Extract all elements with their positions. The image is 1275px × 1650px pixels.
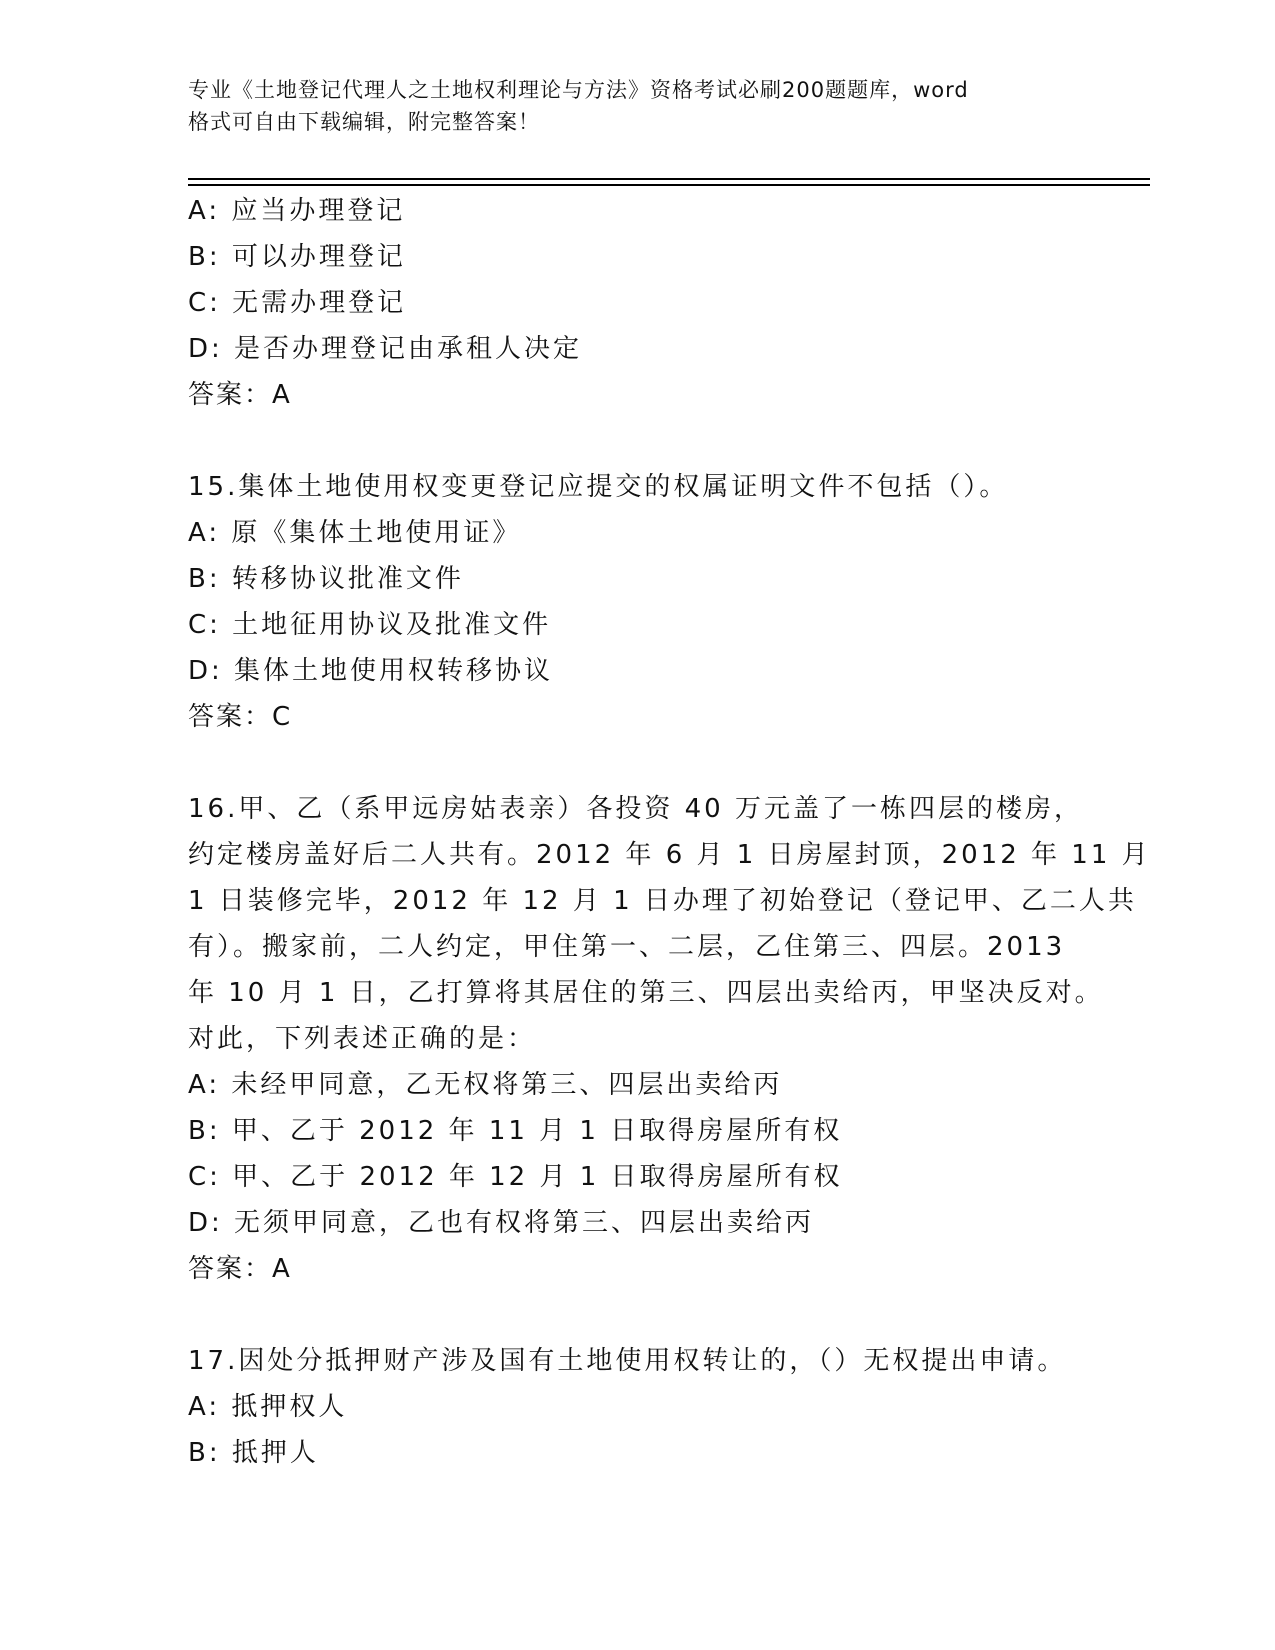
option-b: B: 甲、乙于 2012 年 11 月 1 日取得房屋所有权	[188, 1116, 843, 1146]
question-text-line-4: 有）。搬家前，二人约定，甲住第一、二层，乙住第三、四层。2013	[188, 932, 1066, 962]
question-text: 17.因处分抵押财产涉及国有土地使用权转让的，（）无权提出申请。	[188, 1346, 1067, 1376]
header-rule-bottom	[188, 184, 1150, 186]
option-c: C: 土地征用协议及批准文件	[188, 610, 552, 640]
option-a: A: 原《集体土地使用证》	[188, 518, 522, 548]
question-text-line-3: 1 日装修完毕，2012 年 12 月 1 日办理了初始登记（登记甲、乙二人共	[188, 886, 1137, 916]
header-line-2: 格式可自由下载编辑，附完整答案！	[188, 110, 540, 134]
question-text-line-6: 对此，下列表述正确的是：	[188, 1024, 537, 1054]
question-text: 15.集体土地使用权变更登记应提交的权属证明文件不包括（）。	[188, 472, 1009, 502]
option-d: D: 是否办理登记由承租人决定	[188, 334, 583, 364]
question-14	[188, 188, 1088, 418]
question-text-line-1: 16.甲、乙（系甲远房姑表亲）各投资 40 万元盖了一栋四层的楼房，	[188, 794, 1083, 824]
answer: 答案：A	[188, 1254, 292, 1284]
question-text-line-5: 年 10 月 1 日，乙打算将其居住的第三、四层出卖给丙，甲坚决反对。	[188, 978, 1104, 1008]
question-16	[188, 786, 1151, 1292]
answer: 答案：A	[188, 380, 292, 410]
spacer	[188, 1292, 1088, 1338]
question-15	[188, 464, 1088, 740]
document-header	[188, 74, 1088, 138]
option-b: B: 抵押人	[188, 1438, 319, 1468]
option-b: B: 可以办理登记	[188, 242, 406, 272]
option-d: D: 集体土地使用权转移协议	[188, 656, 554, 686]
option-d: D: 无须甲同意，乙也有权将第三、四层出卖给丙	[188, 1208, 815, 1238]
option-a: A: 未经甲同意，乙无权将第三、四层出卖给丙	[188, 1070, 783, 1100]
option-a: A: 应当办理登记	[188, 196, 406, 226]
option-a: A: 抵押权人	[188, 1392, 348, 1422]
header-line-1: 专业《土地登记代理人之土地权利理论与方法》资格考试必刷200题题库，word	[188, 78, 969, 102]
question-17	[188, 1338, 1088, 1476]
spacer	[188, 740, 1088, 786]
option-c: C: 甲、乙于 2012 年 12 月 1 日取得房屋所有权	[188, 1162, 843, 1192]
question-text-line-2: 约定楼房盖好后二人共有。2012 年 6 月 1 日房屋封顶，2012 年 11 月	[188, 840, 1151, 870]
header-rule-top	[188, 178, 1150, 180]
spacer	[188, 418, 1088, 464]
option-b: B: 转移协议批准文件	[188, 564, 464, 594]
question-content	[188, 188, 1151, 1476]
answer: 答案：C	[188, 702, 293, 732]
option-c: C: 无需办理登记	[188, 288, 407, 318]
